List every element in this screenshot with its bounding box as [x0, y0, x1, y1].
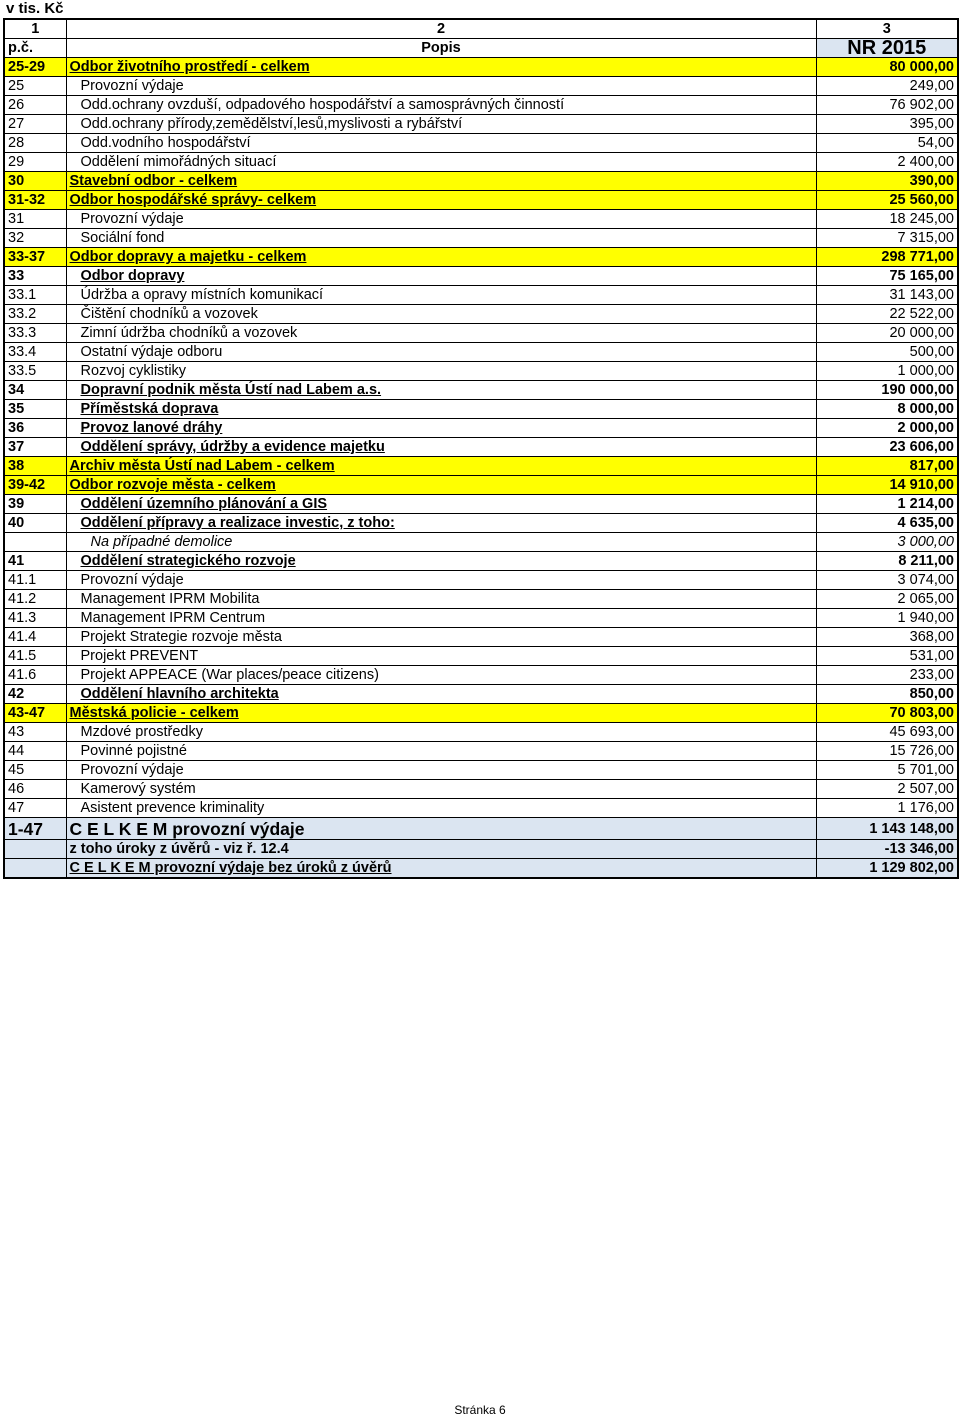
row-pc: [4, 533, 66, 552]
unit-label: v tis. Kč: [6, 0, 64, 17]
table-row: [4, 495, 958, 514]
row-desc: Příměstská doprava: [66, 400, 816, 419]
row-desc: Oddělení správy, údržby a evidence majetku: [66, 438, 816, 457]
table-row: [4, 780, 958, 799]
row-amount: 76 902,00: [816, 96, 958, 115]
row-pc: 33-37: [4, 248, 66, 267]
row-pc: 32: [4, 229, 66, 248]
table-row: [4, 419, 958, 438]
row-desc: Provoz lanové dráhy: [66, 419, 816, 438]
table-row: [4, 134, 958, 153]
row-desc: Rozvoj cyklistiky: [66, 362, 816, 381]
row-amount: 1 214,00: [816, 495, 958, 514]
row-desc: Provozní výdaje: [66, 571, 816, 590]
page-footer: Stránka 6: [454, 1403, 506, 1417]
row-desc: Oddělení hlavního architekta: [66, 685, 816, 704]
row-pc: 33.3: [4, 324, 66, 343]
row-desc: Oddělení strategického rozvoje: [66, 552, 816, 571]
table-row: [4, 343, 958, 362]
row-amount: 54,00: [816, 134, 958, 153]
table-row: [4, 58, 958, 77]
row-pc: 42: [4, 685, 66, 704]
row-amount: 1 176,00: [816, 799, 958, 818]
net-total-amount: 1 129 802,00: [816, 859, 958, 879]
table-row: [4, 153, 958, 172]
header-labels-row: [4, 39, 958, 58]
table-row: [4, 248, 958, 267]
row-amount: 298 771,00: [816, 248, 958, 267]
row-desc: Zimní údržba chodníků a vozovek: [66, 324, 816, 343]
row-desc: Na případné demolice: [66, 533, 816, 552]
row-desc: Oddělení přípravy a realizace investic, z toho:: [66, 514, 816, 533]
row-pc: 28: [4, 134, 66, 153]
table-row: [4, 514, 958, 533]
row-desc: Městská policie - celkem: [66, 704, 816, 723]
row-pc: 46: [4, 780, 66, 799]
row-desc: Asistent prevence kriminality: [66, 799, 816, 818]
row-desc: Provozní výdaje: [66, 761, 816, 780]
row-pc: 38: [4, 457, 66, 476]
row-amount: 1 940,00: [816, 609, 958, 628]
table-row: [4, 210, 958, 229]
row-pc: 33.2: [4, 305, 66, 324]
budget-table: [3, 18, 959, 879]
grand-total-pc: 1-47: [4, 818, 66, 840]
table-row: [4, 628, 958, 647]
row-pc: 33.1: [4, 286, 66, 305]
grand-total-amount: 1 143 148,00: [816, 818, 958, 840]
row-pc: 31: [4, 210, 66, 229]
table-row: [4, 685, 958, 704]
row-pc: 27: [4, 115, 66, 134]
row-desc: Stavební odbor - celkem: [66, 172, 816, 191]
row-pc: 44: [4, 742, 66, 761]
row-amount: 8 211,00: [816, 552, 958, 571]
interest-row: [4, 840, 958, 859]
row-desc: Mzdové prostředky: [66, 723, 816, 742]
row-pc: 39-42: [4, 476, 66, 495]
row-pc: 41.2: [4, 590, 66, 609]
row-desc: Povinné pojistné: [66, 742, 816, 761]
row-desc: Čištění chodníků a vozovek: [66, 305, 816, 324]
row-amount: 190 000,00: [816, 381, 958, 400]
col-pc-header: p.č.: [4, 39, 66, 58]
row-pc: 30: [4, 172, 66, 191]
row-desc: Odbor dopravy: [66, 267, 816, 286]
row-pc: 41: [4, 552, 66, 571]
col-amount-header: NR 2015: [816, 39, 958, 58]
row-pc: 26: [4, 96, 66, 115]
table-row: [4, 381, 958, 400]
col-desc-header: Popis: [66, 39, 816, 58]
row-amount: 18 245,00: [816, 210, 958, 229]
row-amount: 70 803,00: [816, 704, 958, 723]
table-row: [4, 438, 958, 457]
table-row: [4, 305, 958, 324]
table-row: [4, 647, 958, 666]
row-pc: 33.4: [4, 343, 66, 362]
table-row: [4, 362, 958, 381]
table-row: [4, 229, 958, 248]
row-amount: 850,00: [816, 685, 958, 704]
row-amount: 15 726,00: [816, 742, 958, 761]
table-row: [4, 267, 958, 286]
row-amount: 390,00: [816, 172, 958, 191]
row-pc: 41.4: [4, 628, 66, 647]
table-row: [4, 457, 958, 476]
row-amount: 75 165,00: [816, 267, 958, 286]
row-amount: 368,00: [816, 628, 958, 647]
row-pc: 33.5: [4, 362, 66, 381]
row-amount: 1 000,00: [816, 362, 958, 381]
table-row: [4, 609, 958, 628]
row-amount: 8 000,00: [816, 400, 958, 419]
row-pc: 43-47: [4, 704, 66, 723]
row-pc: 41.1: [4, 571, 66, 590]
row-amount: 45 693,00: [816, 723, 958, 742]
header-numbers-row: [4, 19, 958, 39]
table-row: [4, 761, 958, 780]
row-amount: 4 635,00: [816, 514, 958, 533]
row-pc: 40: [4, 514, 66, 533]
row-desc: Ostatní výdaje odboru: [66, 343, 816, 362]
col2-number: 2: [66, 19, 816, 39]
row-pc: 43: [4, 723, 66, 742]
row-amount: 817,00: [816, 457, 958, 476]
row-amount: 3 074,00: [816, 571, 958, 590]
row-desc: Odd.ochrany ovzduší, odpadového hospodářství a samosprávných činností: [66, 96, 816, 115]
table-row: [4, 191, 958, 210]
row-amount: 80 000,00: [816, 58, 958, 77]
row-desc: Odbor hospodářské správy- celkem: [66, 191, 816, 210]
row-desc: Odd.ochrany přírody,zemědělství,lesů,myslivosti a rybářství: [66, 115, 816, 134]
row-desc: Odd.vodního hospodářství: [66, 134, 816, 153]
row-desc: Management IPRM Centrum: [66, 609, 816, 628]
row-amount: 3 000,00: [816, 533, 958, 552]
row-pc: 34: [4, 381, 66, 400]
row-pc: 29: [4, 153, 66, 172]
row-amount: 2 507,00: [816, 780, 958, 799]
table-row: [4, 476, 958, 495]
row-desc: Kamerový systém: [66, 780, 816, 799]
row-amount: 395,00: [816, 115, 958, 134]
row-amount: 531,00: [816, 647, 958, 666]
row-desc: Management IPRM Mobilita: [66, 590, 816, 609]
row-desc: Odbor rozvoje města - celkem: [66, 476, 816, 495]
row-amount: 2 000,00: [816, 419, 958, 438]
interest-pc: [4, 840, 66, 859]
row-pc: 33: [4, 267, 66, 286]
table-row: [4, 799, 958, 818]
col3-number: 3: [816, 19, 958, 39]
table-row: [4, 666, 958, 685]
row-amount: 233,00: [816, 666, 958, 685]
row-pc: 25-29: [4, 58, 66, 77]
row-pc: 35: [4, 400, 66, 419]
row-pc: 39: [4, 495, 66, 514]
table-row: [4, 77, 958, 96]
row-amount: 25 560,00: [816, 191, 958, 210]
row-amount: 22 522,00: [816, 305, 958, 324]
row-desc: Projekt PREVENT: [66, 647, 816, 666]
row-desc: Oddělení územního plánování a GIS: [66, 495, 816, 514]
table-row: [4, 286, 958, 305]
row-pc: 25: [4, 77, 66, 96]
row-amount: 500,00: [816, 343, 958, 362]
table-row: [4, 552, 958, 571]
grand-total-desc: C E L K E M provozní výdaje: [66, 818, 816, 840]
grand-total-row: [4, 818, 958, 840]
row-amount: 31 143,00: [816, 286, 958, 305]
row-amount: 14 910,00: [816, 476, 958, 495]
table-row: [4, 742, 958, 761]
table-row: [4, 172, 958, 191]
row-desc: Údržba a opravy místních komunikací: [66, 286, 816, 305]
table-row: [4, 324, 958, 343]
row-amount: 5 701,00: [816, 761, 958, 780]
row-amount: 7 315,00: [816, 229, 958, 248]
row-desc: Archiv města Ústí nad Labem - celkem: [66, 457, 816, 476]
row-pc: 41.3: [4, 609, 66, 628]
row-desc: Projekt Strategie rozvoje města: [66, 628, 816, 647]
net-total-pc: [4, 859, 66, 879]
table-row: [4, 533, 958, 552]
row-amount: 2 065,00: [816, 590, 958, 609]
col1-number: 1: [4, 19, 66, 39]
row-desc: Odbor dopravy a majetku - celkem: [66, 248, 816, 267]
row-amount: 20 000,00: [816, 324, 958, 343]
row-pc: 45: [4, 761, 66, 780]
table-row: [4, 704, 958, 723]
row-pc: 41.5: [4, 647, 66, 666]
interest-amount: -13 346,00: [816, 840, 958, 859]
net-total-desc: C E L K E M provozní výdaje bez úroků z úvěrů: [66, 859, 816, 879]
row-amount: 2 400,00: [816, 153, 958, 172]
table-row: [4, 400, 958, 419]
table-row: [4, 571, 958, 590]
row-desc: Odbor životního prostředí - celkem: [66, 58, 816, 77]
row-amount: 23 606,00: [816, 438, 958, 457]
row-pc: 31-32: [4, 191, 66, 210]
row-pc: 47: [4, 799, 66, 818]
table-row: [4, 590, 958, 609]
row-desc: Projekt APPEACE (War places/peace citizens): [66, 666, 816, 685]
table-row: [4, 96, 958, 115]
row-amount: 249,00: [816, 77, 958, 96]
row-pc: 36: [4, 419, 66, 438]
row-desc: Provozní výdaje: [66, 77, 816, 96]
interest-desc: z toho úroky z úvěrů - viz ř. 12.4: [66, 840, 816, 859]
net-total-row: [4, 859, 958, 879]
row-desc: Oddělení mimořádných situací: [66, 153, 816, 172]
table-row: [4, 115, 958, 134]
row-desc: Provozní výdaje: [66, 210, 816, 229]
table-row: [4, 723, 958, 742]
row-desc: Sociální fond: [66, 229, 816, 248]
row-pc: 41.6: [4, 666, 66, 685]
row-pc: 37: [4, 438, 66, 457]
row-desc: Dopravní podnik města Ústí nad Labem a.s.: [66, 381, 816, 400]
